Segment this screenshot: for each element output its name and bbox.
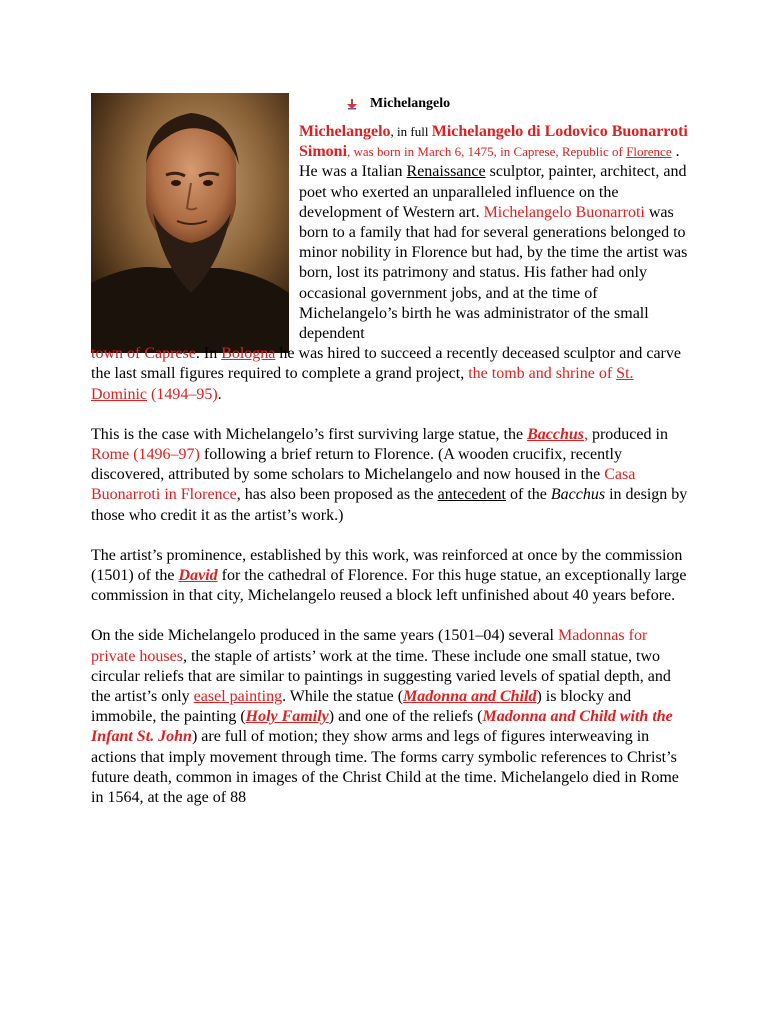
- text: . While the statue (: [282, 688, 404, 706]
- link-florence[interactable]: Florence: [626, 144, 672, 160]
- heading: [346, 96, 450, 112]
- link-david[interactable]: David: [178, 567, 218, 585]
- paragraph-4: [91, 626, 691, 808]
- text: of the: [506, 486, 551, 504]
- link-easel-painting[interactable]: easel painting: [193, 688, 283, 706]
- text: sculptor, painter, architect, and poet who exerted an unparalleled influence on the development of Western art.: [299, 163, 687, 221]
- link-bacchus[interactable]: Bacchus: [527, 425, 584, 443]
- text: for the cathedral of Florence. For this huge statue, an exceptionally large commission in that city, Michelangelo reused a block left unfinished about 40 years before.: [91, 567, 687, 605]
- link-renaissance[interactable]: Renaissance: [406, 163, 486, 181]
- link-madonnas[interactable]: Madonnas for private houses: [91, 627, 648, 665]
- link-michelangelo[interactable]: Michelangelo: [299, 123, 391, 140]
- text: ,: [583, 425, 588, 443]
- down-arrow-bullet-icon: [346, 98, 358, 110]
- link-rome[interactable]: Rome (1496–97): [91, 446, 200, 464]
- text: On the side Michelangelo produced in the same years (1501–04) several: [91, 627, 558, 645]
- heading-title: Michelangelo: [370, 96, 451, 111]
- paragraph-1-first-lines: [91, 122, 691, 344]
- link-madonna-infant-st-john[interactable]: Madonna and Child with the Infant St. John: [91, 708, 673, 746]
- link-full-name[interactable]: Michelangelo di Lodovico Buonarroti Simoni: [299, 123, 688, 161]
- text-bacchus: Bacchus: [550, 486, 606, 504]
- link-holy-family[interactable]: Holy Family: [245, 708, 329, 726]
- text: , the staple of artists’ work at the time. These include one small statue, two circular reliefs that are similar to paintings in suggesting varied levels of spatial depth, and the artist’s only: [91, 647, 671, 706]
- text: was born to a family that had for several generations belonged to minor nobility in Florence but had, by the time the artist was born, lost its patrimony and status. His father had only occasional government jobs, and at the time of Michelangelo’s birth he was administrator of the small dependent: [299, 203, 688, 343]
- text: .: [217, 385, 222, 403]
- text: ) and one of the reliefs (: [328, 708, 483, 726]
- link-tomb-shrine[interactable]: the tomb and shrine of: [468, 365, 617, 383]
- text: This is the case with Michelangelo’s first surviving large statue, the: [91, 425, 528, 443]
- text: in design by those who credit it as the artist’s work.): [91, 486, 688, 524]
- link-town-of-caprese[interactable]: town of Caprese: [91, 345, 196, 363]
- text: , in full: [390, 124, 432, 139]
- link-st-dominic[interactable]: St. Dominic: [91, 365, 634, 403]
- paragraph-3: [91, 546, 691, 607]
- link-casa-buonarroti[interactable]: Casa Buonarroti in Florence: [91, 466, 636, 504]
- text-birth: , was born in March 6, 1475, in Caprese, Republic of: [347, 144, 627, 160]
- text: following a brief return to Florence. (A wooden crucifix, recently discovered, attributed by some scholars to Michelangelo and now housed in the: [91, 446, 622, 484]
- text: he was hired to succeed a recently deceased sculptor and carve the last small figures required to complete a grand project,: [91, 345, 681, 383]
- paragraph-2: [91, 425, 691, 526]
- text: . He was a Italian: [299, 143, 680, 181]
- link-bologna[interactable]: Bologna: [221, 345, 276, 363]
- text: The artist’s prominence, established by this work, was reinforced at once by the commission (1501) of the: [91, 546, 683, 585]
- text: ) are full of motion; they show arms and legs of figures interweaving in actions that imply movement through time. The forms carry symbolic references to Christ’s future death, common in images of the Christ Child at the time. Michelangelo died in Rome in 1564, at the age of 88: [91, 728, 679, 807]
- text: produced in: [587, 425, 668, 443]
- text-dates: (1494–95): [147, 385, 218, 403]
- paragraph-1: [91, 122, 691, 405]
- text: ) is blocky and immobile, the painting (: [91, 688, 632, 726]
- article-body: [91, 122, 691, 808]
- text: . In: [195, 345, 222, 363]
- text: , has also been proposed as the: [236, 486, 438, 504]
- link-michelangelo-buonarroti[interactable]: Michelangelo Buonarroti: [483, 203, 645, 221]
- link-antecedent[interactable]: antecedent: [437, 486, 506, 504]
- link-madonna-and-child[interactable]: Madonna and Child: [403, 688, 537, 706]
